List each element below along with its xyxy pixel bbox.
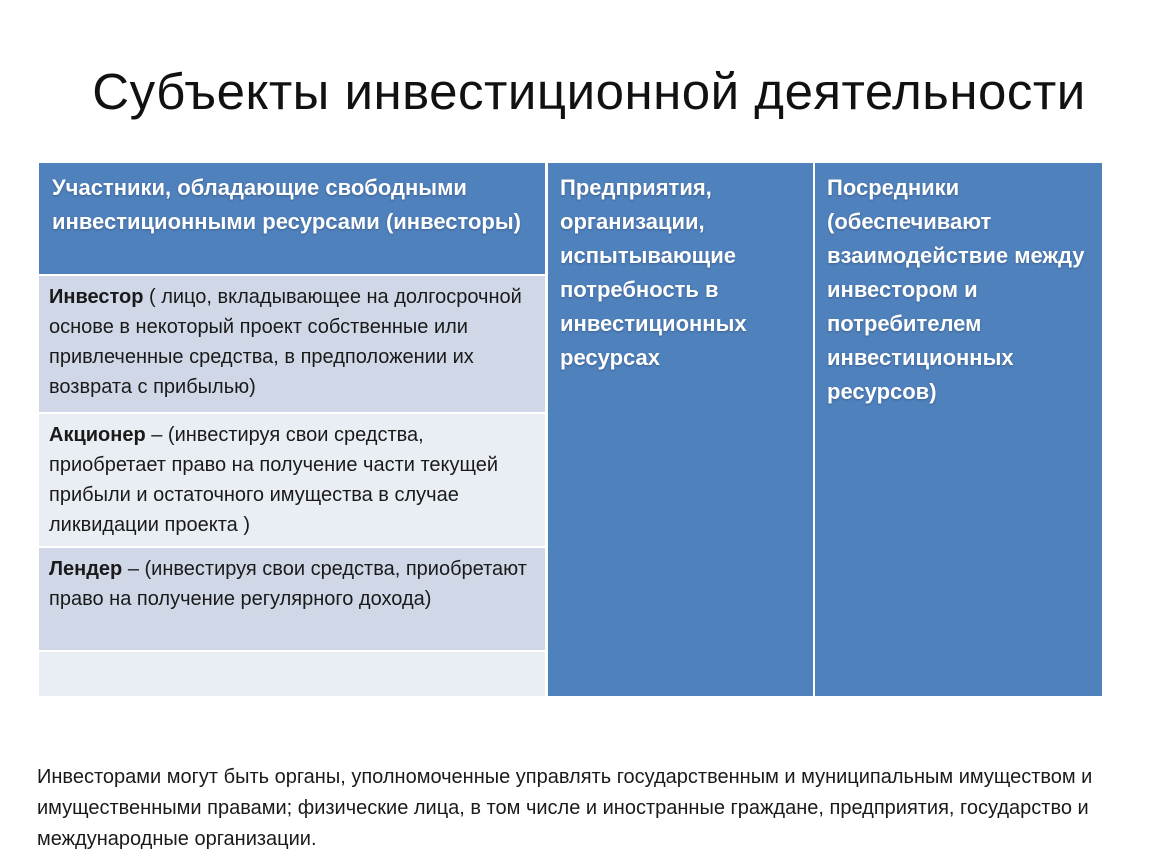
table-row-empty [39, 650, 545, 696]
investors-header [39, 163, 545, 276]
investors-column [39, 163, 545, 696]
row-description-shareholder: – (инвестируя свои средства, приобретает право на получение части текущей прибыли и остаточного имущества в случае ликвидации проекта ) [49, 424, 499, 536]
row-term-investor: Инвестор [49, 286, 144, 308]
intermediaries-column [815, 163, 1102, 696]
table-row-investor [39, 276, 545, 412]
row-description-lender: – (инвестируя свои средства, приобретают право на получение регулярного дохода) [49, 558, 527, 610]
table-row-shareholder [39, 412, 545, 546]
table-row-lender [39, 546, 545, 650]
slide-title: Субъекты инвестиционной деятельности [92, 63, 1086, 120]
intermediaries-column-text: Посредники (обеспечивают взаимодействие между инвестором и потребителем инвестиционных ресурсов) [827, 175, 1085, 404]
row-description-investor: ( лицо, вкладывающее на долгосрочной основе в некоторый проект собственные или привлеченные средства, в предположении их возврата с прибылью) [49, 286, 522, 398]
enterprises-column-text: Предприятия, организации, испытывающие потребность в инвестиционных ресурсах [560, 175, 747, 370]
row-term-lender: Лендер [49, 558, 123, 580]
subjects-table [39, 163, 1102, 696]
footnote: Инвесторами могут быть органы, уполномоченные управлять государственным и муниципальным имуществом и имущественными правами; физические лица, в том числе и иностранные граждане, предприятия, государство и международные организации. [37, 766, 1093, 850]
enterprises-column [548, 163, 813, 696]
investors-header-text: Участники, обладающие свободными инвестиционными ресурсами (инвесторы) [52, 175, 521, 234]
row-term-shareholder: Акционер [49, 424, 146, 446]
